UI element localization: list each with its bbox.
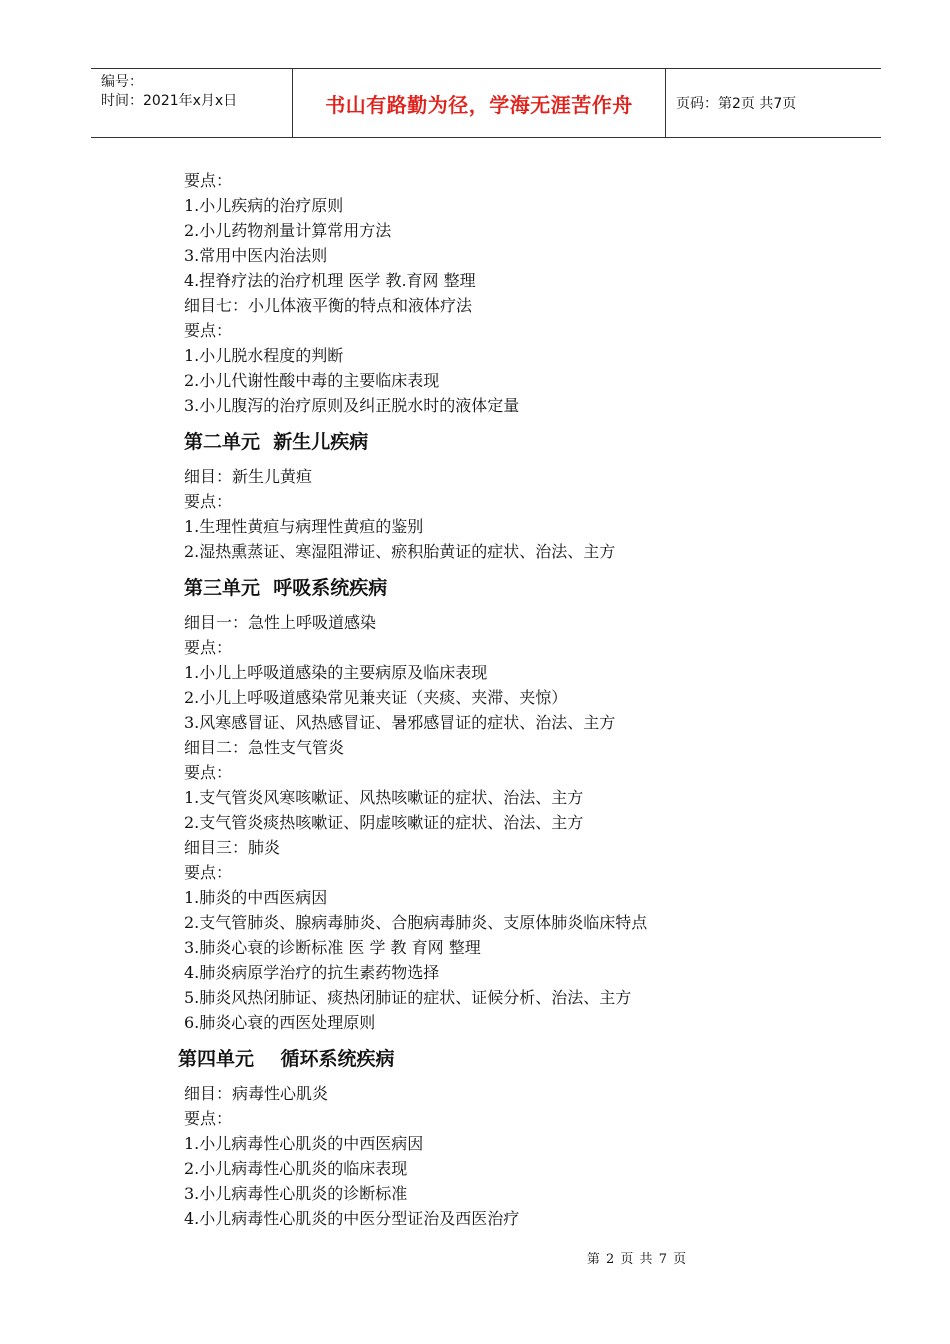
unit-heading: 第三单元 呼吸系统疾病 <box>184 577 388 599</box>
outline-line: 1.肺炎的中西医病因 <box>184 888 328 907</box>
outline-line: 1.小儿病毒性心肌炎的中西医病因 <box>184 1134 424 1153</box>
outline-line: 要点： <box>184 863 233 882</box>
outline-line: 要点： <box>184 492 233 511</box>
outline-line: 2.支气管炎痰热咳嗽证、阴虚咳嗽证的症状、治法、主方 <box>184 813 584 832</box>
outline-line: 3.小儿腹泻的治疗原则及纠正脱水时的液体定量 <box>184 396 520 415</box>
footer-page-number: 第 2 页 共 7 页 <box>586 1252 688 1267</box>
outline-line: 细目：新生儿黄疸 <box>184 467 313 486</box>
section <box>184 420 824 564</box>
outline-line: 1.支气管炎风寒咳嗽证、风热咳嗽证的症状、治法、主方 <box>184 788 584 807</box>
time-label: 时间：2021年x月x日 <box>101 93 238 109</box>
outline-line: 细目七：小儿体液平衡的特点和液体疗法 <box>184 296 473 315</box>
outline-line: 3.肺炎心衰的诊断标准 医 学 教 育网 整理 <box>184 938 481 957</box>
outline-line: 1.小儿上呼吸道感染的主要病原及临床表现 <box>184 663 488 682</box>
outline-line: 1.小儿疾病的治疗原则 <box>184 196 344 215</box>
section <box>184 168 824 418</box>
outline-line: 细目一：急性上呼吸道感染 <box>184 613 377 632</box>
section <box>184 566 824 1035</box>
outline-line: 4.小儿病毒性心肌炎的中医分型证治及西医治疗 <box>184 1209 520 1228</box>
outline-line: 6.肺炎心衰的西医处理原则 <box>184 1013 376 1032</box>
outline-line: 5.肺炎风热闭肺证、痰热闭肺证的症状、证候分析、治法、主方 <box>184 988 632 1007</box>
outline-line: 2.湿热熏蒸证、寒湿阻滞证、瘀积胎黄证的症状、治法、主方 <box>184 542 616 561</box>
outline-line: 2.小儿上呼吸道感染常见兼夹证（夹痰、夹滞、夹惊） <box>184 688 568 707</box>
section <box>178 1037 824 1231</box>
outline-line: 2.小儿药物剂量计算常用方法 <box>184 221 392 240</box>
outline-line: 要点： <box>184 763 233 782</box>
header-page-cell <box>666 69 881 137</box>
outline-line: 1.生理性黄疸与病理性黄疸的鉴别 <box>184 517 424 536</box>
outline-line: 要点： <box>184 638 233 657</box>
page-footer <box>0 1248 950 1267</box>
outline-line: 要点： <box>184 171 233 190</box>
header-motto-cell <box>293 69 666 137</box>
page-label: 页码：第2页 共7页 <box>676 96 797 112</box>
page-header <box>91 68 881 138</box>
outline-line: 2.小儿病毒性心肌炎的临床表现 <box>184 1159 408 1178</box>
outline-line: 4.捏脊疗法的治疗机理 医学 教.育网 整理 <box>184 271 476 290</box>
outline-line: 细目二：急性支气管炎 <box>184 738 345 757</box>
outline-line: 2.支气管肺炎、腺病毒肺炎、合胞病毒肺炎、支原体肺炎临床特点 <box>184 913 648 932</box>
header-meta <box>91 69 293 137</box>
outline-line: 细目：病毒性心肌炎 <box>184 1084 329 1103</box>
outline-line: 3.风寒感冒证、风热感冒证、暑邪感冒证的症状、治法、主方 <box>184 713 616 732</box>
outline-line: 3.常用中医内治法则 <box>184 246 328 265</box>
outline-line: 3.小儿病毒性心肌炎的诊断标准 <box>184 1184 408 1203</box>
motto: 书山有路勤为径，学海无涯苦作舟 <box>325 92 633 117</box>
outline-line: 4.肺炎病原学治疗的抗生素药物选择 <box>184 963 440 982</box>
number-label: 编号： <box>101 74 143 90</box>
outline-line: 1.小儿脱水程度的判断 <box>184 346 344 365</box>
unit-heading: 第四单元 循环系统疾病 <box>178 1048 395 1070</box>
outline-line: 要点： <box>184 1109 233 1128</box>
outline-line: 2.小儿代谢性酸中毒的主要临床表现 <box>184 371 440 390</box>
outline-line: 细目三：肺炎 <box>184 838 281 857</box>
unit-heading: 第二单元 新生儿疾病 <box>184 431 369 453</box>
document-body <box>178 168 824 1231</box>
outline-line: 要点： <box>184 321 233 340</box>
